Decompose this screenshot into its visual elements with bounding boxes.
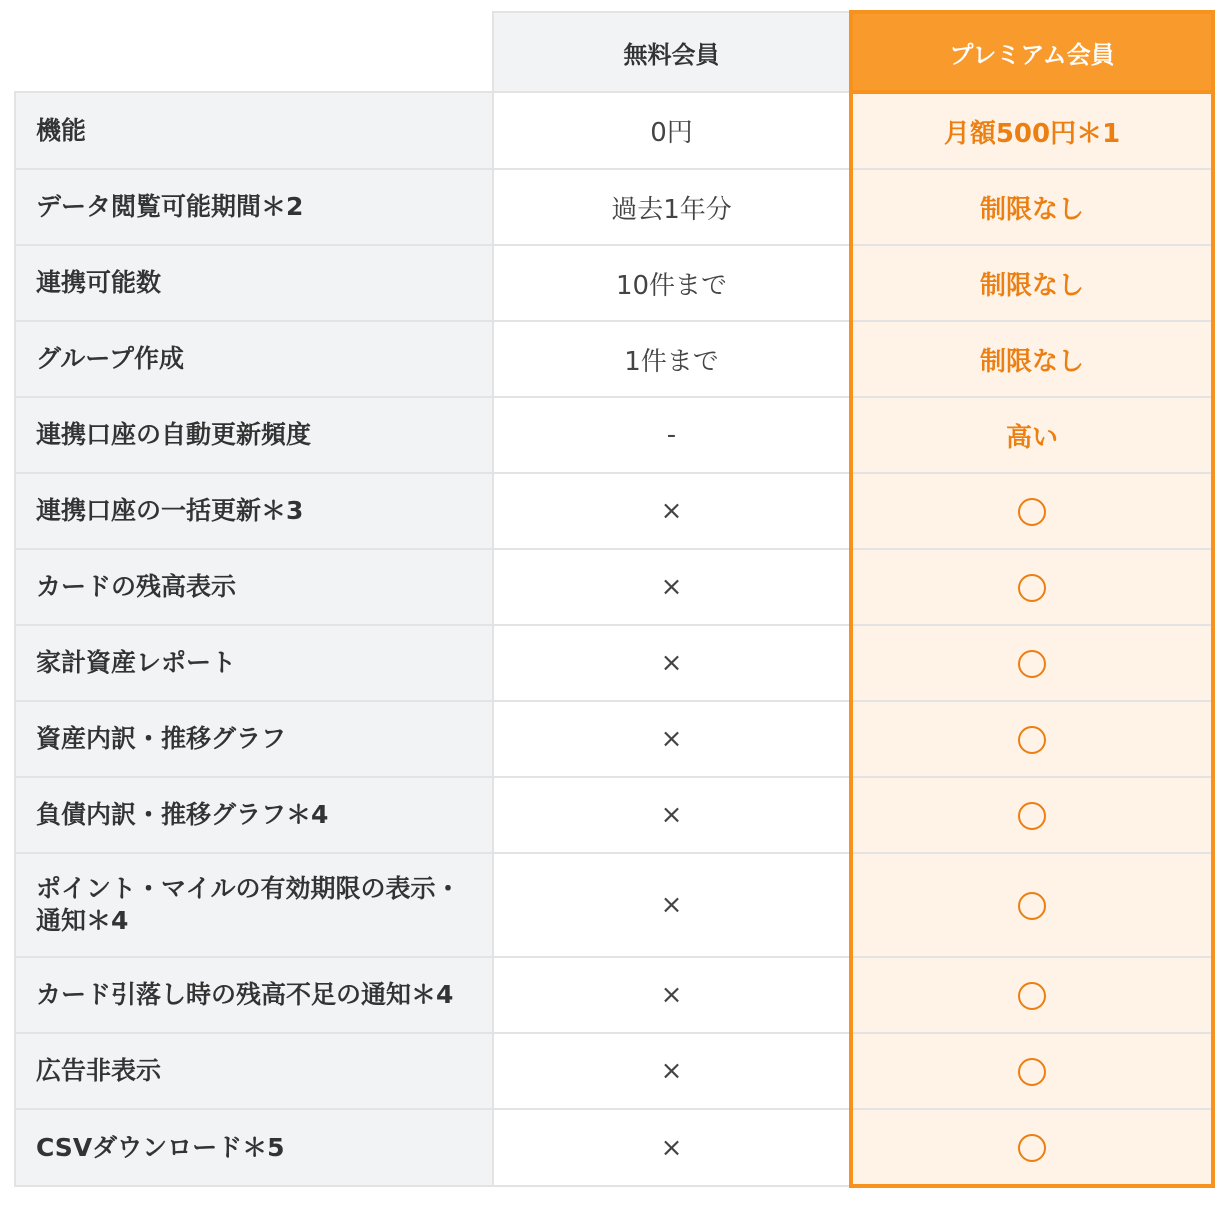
- free-plan-value: ×: [493, 777, 851, 853]
- free-plan-value: ×: [493, 1109, 851, 1186]
- premium-plan-value: 高い: [851, 397, 1213, 473]
- premium-plan-value: [851, 777, 1213, 853]
- free-plan-value: -: [493, 397, 851, 473]
- table-row: [15, 473, 1213, 549]
- feature-label: 機能: [15, 92, 493, 169]
- table-row: [15, 777, 1213, 853]
- free-plan-value: ×: [493, 473, 851, 549]
- circle-icon: [1018, 498, 1046, 526]
- table-row: [15, 957, 1213, 1033]
- premium-plan-value: [851, 549, 1213, 625]
- free-plan-value: ×: [493, 1033, 851, 1109]
- premium-plan-value: [851, 1033, 1213, 1109]
- table-row: [15, 321, 1213, 397]
- circle-icon: [1018, 982, 1046, 1010]
- table-row: [15, 92, 1213, 169]
- feature-label: 家計資産レポート: [15, 625, 493, 701]
- table-header-row: [15, 12, 1213, 92]
- premium-plan-value: 制限なし: [851, 245, 1213, 321]
- free-plan-value: ×: [493, 701, 851, 777]
- free-plan-value: ×: [493, 957, 851, 1033]
- feature-label: 連携口座の一括更新＊3: [15, 473, 493, 549]
- premium-plan-value: [851, 853, 1213, 957]
- table-row: [15, 701, 1213, 777]
- table-row: [15, 1109, 1213, 1186]
- premium-plan-value: [851, 473, 1213, 549]
- feature-label: 広告非表示: [15, 1033, 493, 1109]
- feature-label: カード引落し時の残高不足の通知＊4: [15, 957, 493, 1033]
- premium-plan-value: 制限なし: [851, 169, 1213, 245]
- free-plan-value: 10件まで: [493, 245, 851, 321]
- feature-label: グループ作成: [15, 321, 493, 397]
- feature-label: 連携可能数: [15, 245, 493, 321]
- header-blank-cell: [15, 12, 493, 92]
- circle-icon: [1018, 574, 1046, 602]
- premium-plan-value: [851, 625, 1213, 701]
- table-row: [15, 625, 1213, 701]
- circle-icon: [1018, 802, 1046, 830]
- header-free-plan: 無料会員: [493, 12, 851, 92]
- feature-label: 連携口座の自動更新頻度: [15, 397, 493, 473]
- free-plan-value: ×: [493, 625, 851, 701]
- premium-plan-value: [851, 701, 1213, 777]
- header-premium-plan: プレミアム会員: [851, 12, 1213, 92]
- free-plan-value: 過去1年分: [493, 169, 851, 245]
- free-plan-value: 1件まで: [493, 321, 851, 397]
- free-plan-value: ×: [493, 853, 851, 957]
- table-row: [15, 397, 1213, 473]
- feature-label: カードの残高表示: [15, 549, 493, 625]
- plan-comparison-table: [14, 10, 1215, 1188]
- feature-label: ポイント・マイルの有効期限の表示・通知＊4: [15, 853, 493, 957]
- premium-plan-value: [851, 1109, 1213, 1186]
- table-row: [15, 549, 1213, 625]
- table-row: [15, 245, 1213, 321]
- circle-icon: [1018, 892, 1046, 920]
- feature-label: 負債内訳・推移グラフ＊4: [15, 777, 493, 853]
- premium-plan-value: [851, 957, 1213, 1033]
- circle-icon: [1018, 650, 1046, 678]
- table-row: [15, 169, 1213, 245]
- premium-plan-value: 月額500円＊1: [851, 92, 1213, 169]
- feature-label: データ閲覧可能期間＊2: [15, 169, 493, 245]
- circle-icon: [1018, 1134, 1046, 1162]
- table-row: [15, 853, 1213, 957]
- free-plan-value: ×: [493, 549, 851, 625]
- free-plan-value: 0円: [493, 92, 851, 169]
- feature-label: CSVダウンロード＊5: [15, 1109, 493, 1186]
- premium-plan-value: 制限なし: [851, 321, 1213, 397]
- circle-icon: [1018, 1058, 1046, 1086]
- table-row: [15, 1033, 1213, 1109]
- feature-label: 資産内訳・推移グラフ: [15, 701, 493, 777]
- circle-icon: [1018, 726, 1046, 754]
